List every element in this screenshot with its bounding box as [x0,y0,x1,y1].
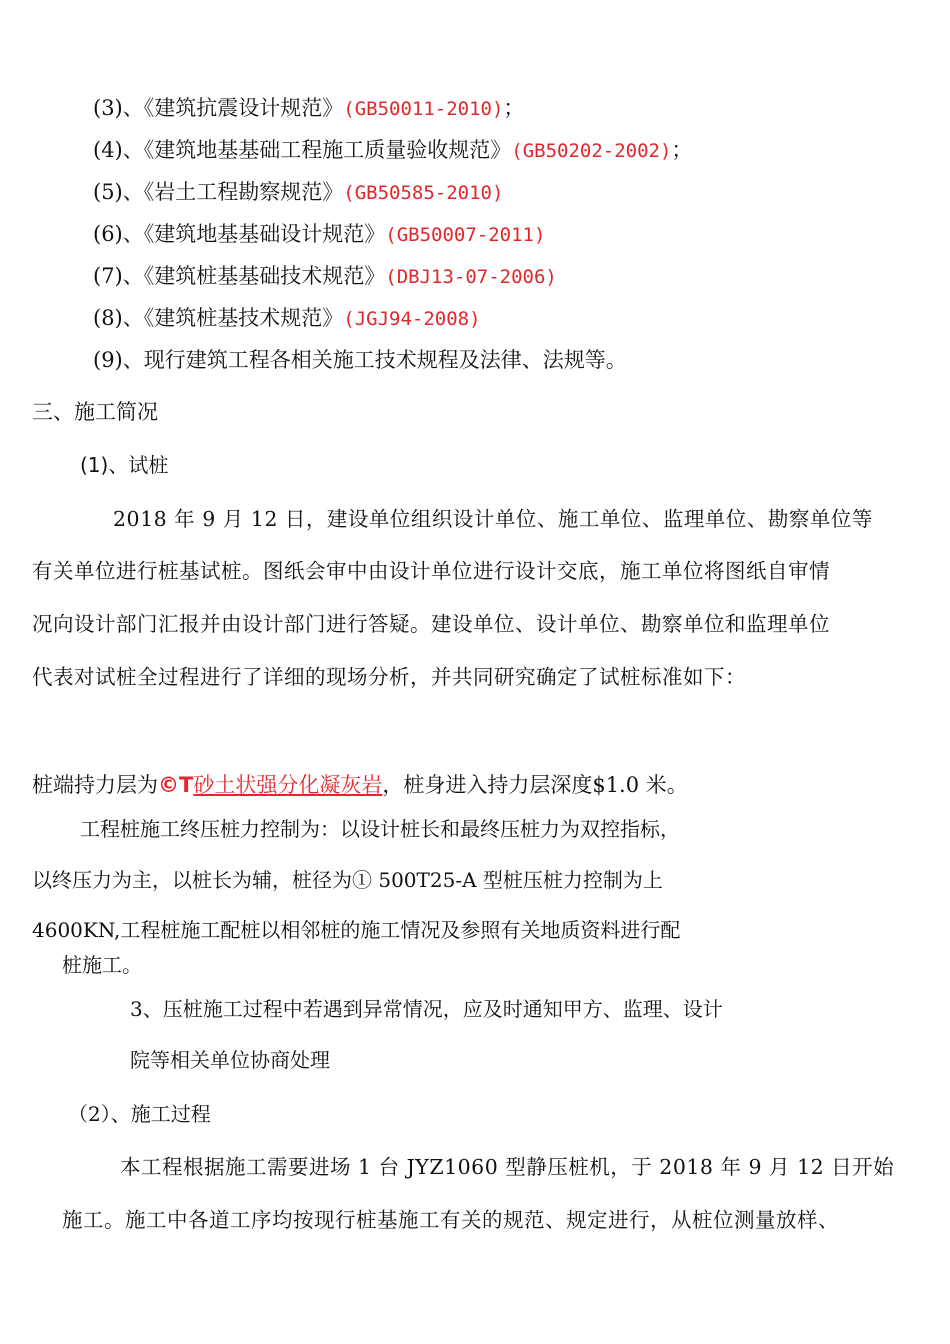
standard-item-5 [93,178,503,207]
paragraph-line: 2018 年 9 月 12 日，建设单位组织设计单位、施工单位、监理单位、勘察单位等 [113,507,873,531]
standard-item-9 [93,346,627,374]
standard-name: 《建筑地基基础设计规范》 [143,222,386,246]
standard-name: 《建筑地基基础工程施工质量验收规范》 [143,138,512,162]
control-line: 4600KN,工程桩施工配桩以相邻桩的施工情况及参照有关地质资料进行配 [32,918,681,942]
standard-code: (GB50202-2002) [511,140,672,162]
standard-item-3 [93,94,524,123]
item3-line: 3、压桩施工过程中若遇到异常情况，应及时通知甲方、监理、设计 [130,997,723,1021]
paragraph-line: 有关单位进行桩基试桩。图纸会审中由设计单位进行设计交底，施工单位将图纸自审情 [32,559,830,583]
standard-name: 《建筑桩基基础技术规范》 [143,264,386,288]
standard-name: 《岩土工程勘察规范》 [143,180,344,204]
control-line: 桩施工。 [62,953,142,977]
item-separator: 、 [122,222,144,246]
item-number: (4) [93,138,123,162]
item-number: (5) [93,180,123,204]
standard-code: (GB50011-2010) [343,98,504,120]
standard-item-7 [93,262,557,291]
item-separator: 、 [122,96,144,120]
standard-name: 现行建筑工程各相关施工技术规程及法律、法规等。 [143,348,627,372]
paragraph-line: 本工程根据施工需要进场 1 台 JYZ1060 型静压桩机，于 2018 年 9 月 12 日开始 [120,1155,895,1179]
item-number: (8) [93,306,123,330]
control-line: 工程桩施工终压桩力控制为：以设计桩长和最终压桩力为双控指标， [80,817,680,841]
item-number: (7) [93,264,123,288]
standard-name: 《建筑抗震设计规范》 [143,96,344,120]
standard-code: (GB50585-2010) [343,182,504,204]
item-tail: ； [503,96,525,120]
bearing-suffix: ，桩身进入持力层深度$1.0 米。 [382,773,688,797]
item3-line: 院等相关单位协商处理 [130,1048,330,1072]
item-separator: 、 [122,348,144,372]
bearing-prefix: 桩端持力层为 [32,773,158,797]
standard-item-6 [93,220,545,249]
item-separator: 、 [122,306,144,330]
layer-mark: ©T [158,773,194,797]
item-tail: ； [671,138,693,162]
item-number: (9) [93,348,123,372]
paragraph-line: 况向设计部门汇报并由设计部门进行答疑。建设单位、设计单位、勘察单位和监理单位 [32,612,830,636]
paragraph-line: 施工。施工中各道工序均按现行桩基施工有关的规范、规定进行，从桩位测量放样、 [62,1208,839,1232]
control-line: 以终压力为主，以桩长为辅，桩径为① 500T25-A 型桩压桩力控制为上 [32,868,663,892]
standard-item-8 [93,304,481,333]
item-number: (6) [93,222,123,246]
standard-item-4 [93,136,692,165]
bearing-layer-name: 砂土状强分化凝灰岩 [193,773,383,797]
standard-name: 《建筑桩基技术规范》 [143,306,344,330]
section-heading: 三、施工简况 [32,400,158,424]
bearing-layer-line [32,771,688,799]
standard-code: (JGJ94-2008) [343,308,481,330]
subsection-test-pile: (1)、试桩 [80,453,169,477]
item-separator: 、 [122,180,144,204]
standard-code: (DBJ13-07-2006) [385,266,557,288]
paragraph-line: 代表对试桩全过程进行了详细的现场分析，并共同研究确定了试桩标准如下： [32,665,746,689]
item-separator: 、 [122,138,144,162]
item-separator: 、 [122,264,144,288]
item-number: (3) [93,96,123,120]
subsection-construction-process: （2）、施工过程 [68,1102,211,1126]
standard-code: (GB50007-2011) [385,224,546,246]
